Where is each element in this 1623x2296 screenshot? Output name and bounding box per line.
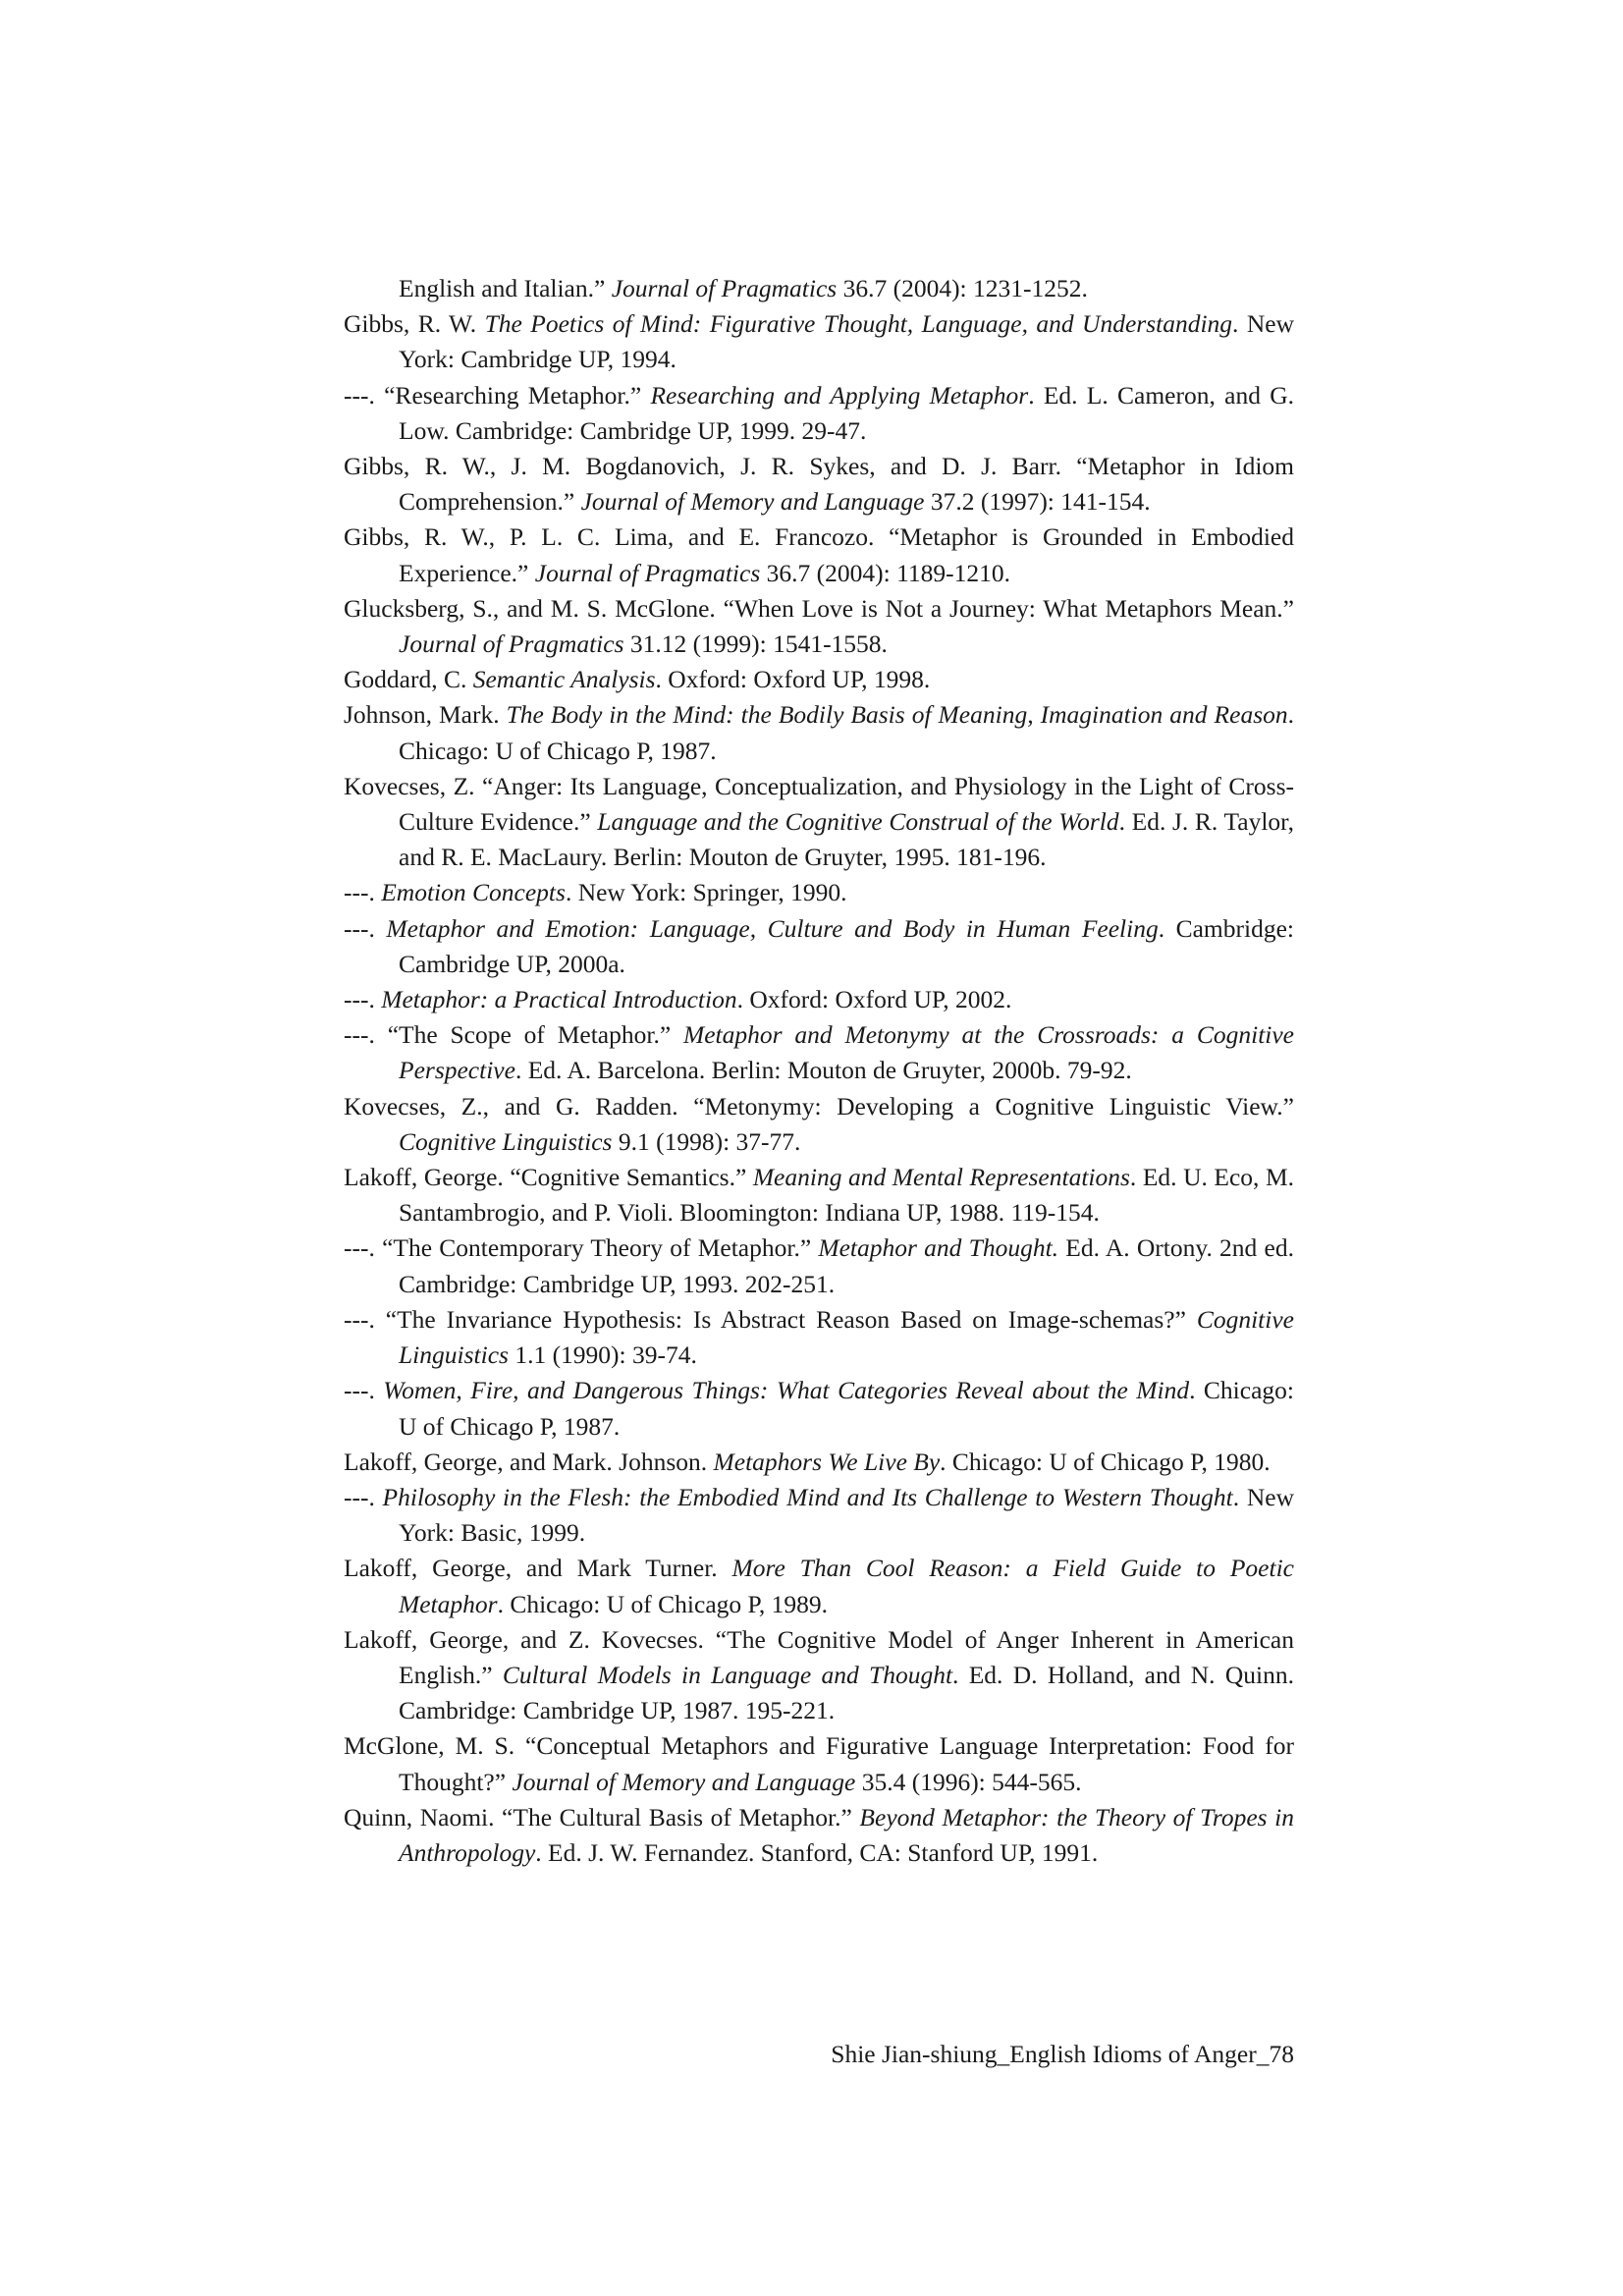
citation-title: Cognitive Linguistics [399,1126,613,1156]
citation-entry [344,1800,1294,1871]
citation-text: Kovecses, Z., and G. Radden. “Metonymy: Developing a Cognitive Linguistic View.” [344,1091,1294,1121]
citation-text: Gibbs, R. W., P. L. C. Lima, and E. Francozo. “Metaphor is Grounded in Embodied Experience.” [344,522,1294,587]
citation-title: Semantic Analysis [472,665,656,694]
citation-entry [344,982,1294,1017]
citation-title: The Body in the Mind: the Bodily Basis of Meaning, Imagination and Reason [506,700,1288,730]
citation-text: 36.7 (2004): 1231-1252. [837,274,1088,302]
citation-text: 31.12 (1999): 1541-1558. [623,629,888,659]
citation-entry [344,662,1294,697]
citation-entry [344,1230,1294,1301]
citation-entry [344,875,1294,910]
citation-text: ---. [344,1376,384,1405]
citation-text: Lakoff, George, and Mark. Johnson. [344,1447,714,1476]
citation-text: . Ed. D. Holland, and N. Quinn. Cambridge: Cambridge UP, 1987. 195-221. [399,1660,1294,1725]
citation-entry [344,378,1294,449]
citation-text: 36.7 (2004): 1189-1210. [760,558,1010,587]
citation-title: Journal of Memory and Language [512,1767,856,1796]
citation-text: . Chicago: U of Chicago P, 1987. [399,1376,1294,1441]
running-footer [344,2037,1294,2072]
citation-title: The Poetics of Mind: Figurative Thought, Language, and Understanding [484,309,1233,339]
citation-text: . New York: Cambridge UP, 1994. [399,309,1294,374]
citation-entry [344,1445,1294,1480]
citation-text: ---. “Researching Metaphor.” [344,380,651,410]
citation-text: . Oxford: Oxford UP, 2002. [736,985,1012,1014]
citation-text: Lakoff, George, and Mark Turner. [344,1554,732,1583]
citation-title: Language and the Cognitive Construal of the World [597,807,1119,837]
citation-text: Gibbs, R. W., J. M. Bogdanovich, J. R. Sykes, and D. J. Barr. “Metaphor in Idiom Comprehension.” [344,452,1294,517]
citation-text: . Ed. J. W. Fernandez. Stanford, CA: Stanford UP, 1991. [535,1837,1099,1867]
citation-entry [344,697,1294,768]
citation-entry [344,271,1294,306]
citation-text: 1.1 (1990): 39-74. [508,1340,697,1370]
citation-text: . Cambridge: Cambridge UP, 2000a. [399,913,1295,978]
citation-entry [344,1622,1294,1729]
citation-text: Goddard, C. [344,665,473,694]
citation-title: Philosophy in the Flesh: the Embodied Mind and Its Challenge to Western Thought [382,1482,1233,1511]
citation-text: . New York: Springer, 1990. [565,878,847,907]
citation-entry [344,1551,1294,1621]
citation-title: Journal of Memory and Language [580,487,925,517]
citation-entry [344,519,1294,590]
citation-entry [344,1089,1294,1160]
citation-text: . Chicago: U of Chicago P, 1987. [399,700,1294,765]
citation-entry [344,1160,1294,1230]
works-cited-list [344,271,1294,1871]
citation-entry [344,1480,1294,1551]
citation-text: ---. “The Contemporary Theory of Metaphor.” [344,1233,819,1263]
citation-text: ---. [344,1482,383,1511]
citation-title: More Than Cool Reason: a Field Guide to Poetic Metaphor [399,1554,1294,1618]
citation-text: ---. [344,878,382,907]
citation-text: 9.1 (1998): 37-77. [612,1126,801,1156]
citation-text: English and Italian.” [399,274,612,302]
citation-title: Cultural Models in Language and Thought [502,1660,953,1689]
citation-title: Journal of Pragmatics [534,558,761,587]
citation-title: Metaphor and Emotion: Language, Culture and Body in Human Feeling [386,913,1159,943]
citation-text: ---. [344,985,382,1014]
citation-title: Metaphor and Metonymy at the Crossroads: a Cognitive Perspective [399,1020,1294,1085]
citation-entry [344,769,1294,876]
citation-text: Quinn, Naomi. “The Cultural Basis of Metaphor.” [344,1802,860,1831]
citation-entry [344,1017,1294,1088]
citation-title: Metaphor and Thought. [818,1233,1059,1263]
citation-title: Researching and Applying Metaphor [650,380,1029,410]
citation-title: Metaphors We Live By [713,1447,941,1476]
citation-entry [344,306,1294,377]
citation-text: McGlone, M. S. “Conceptual Metaphors and Figurative Language Interpretation: Food for Thought?” [344,1731,1294,1796]
citation-text: . Oxford: Oxford UP, 1998. [655,665,931,694]
citation-title: Journal of Pragmatics [399,629,624,659]
citation-title: Emotion Concepts [381,878,566,907]
citation-text: Kovecses, Z. “Anger: Its Language, Conceptualization, and Physiology in the Light of Cross-Culture Evidence.” [344,771,1294,837]
citation-text: . Ed. A. Barcelona. Berlin: Mouton de Gruyter, 2000b. 79-92. [514,1056,1132,1085]
citation-entry [344,911,1294,982]
citation-text: Gibbs, R. W. [344,309,485,339]
citation-entry [344,1728,1294,1799]
citation-text: . Ed. L. Cameron, and G. Low. Cambridge: Cambridge UP, 1999. 29-47. [399,380,1295,445]
citation-text: Lakoff, George. “Cognitive Semantics.” [344,1163,753,1192]
citation-title: Journal of Pragmatics [611,274,838,302]
citation-text: . Ed. U. Eco, M. Santambrogio, and P. Violi. Bloomington: Indiana UP, 1988. 119-154. [399,1163,1295,1228]
citation-text: ---. “The Scope of Metaphor.” [344,1020,683,1050]
citation-text: . Chicago: U of Chicago P, 1980. [940,1447,1271,1476]
citation-title: Women, Fire, and Dangerous Things: What Categories Reveal about the Mind [383,1376,1190,1405]
citation-text: 37.2 (1997): 141-154. [924,487,1151,517]
citation-title: Metaphor: a Practical Introduction [381,985,737,1014]
citation-text: Glucksberg, S., and M. S. McGlone. “When Love is Not a Journey: What Metaphors Mean.” [344,593,1294,623]
citation-title: Beyond Metaphor: the Theory of Tropes in Anthropology [399,1802,1294,1867]
citation-entry [344,1302,1294,1373]
citation-text: . New York: Basic, 1999. [399,1482,1294,1548]
citation-title: Meaning and Mental Representations [752,1163,1130,1192]
citation-text: Ed. A. Ortony. 2nd ed. Cambridge: Cambridge UP, 1993. 202-251. [399,1233,1294,1298]
citation-text: . Ed. J. R. Taylor, and R. E. MacLaury. Berlin: Mouton de Gruyter, 1995. 181-196. [399,807,1294,872]
running-footer-text: Shie Jian-shiung_English Idioms of Anger_78 [831,2040,1294,2068]
citation-text: Lakoff, George, and Z. Kovecses. “The Cognitive Model of Anger Inherent in American English.” [344,1624,1294,1689]
citation-text: Johnson, Mark. [344,700,507,730]
citation-text: . Chicago: U of Chicago P, 1989. [497,1589,829,1618]
citation-text: ---. “The Invariance Hypothesis: Is Abstract Reason Based on Image-schemas?” [344,1304,1197,1334]
citation-entry [344,449,1294,519]
citation-entry [344,1373,1294,1444]
citation-title: Cognitive Linguistics [399,1304,1294,1370]
citation-text: ---. [344,913,387,943]
citation-entry [344,591,1294,662]
citation-text: 35.4 (1996): 544-565. [855,1767,1082,1796]
